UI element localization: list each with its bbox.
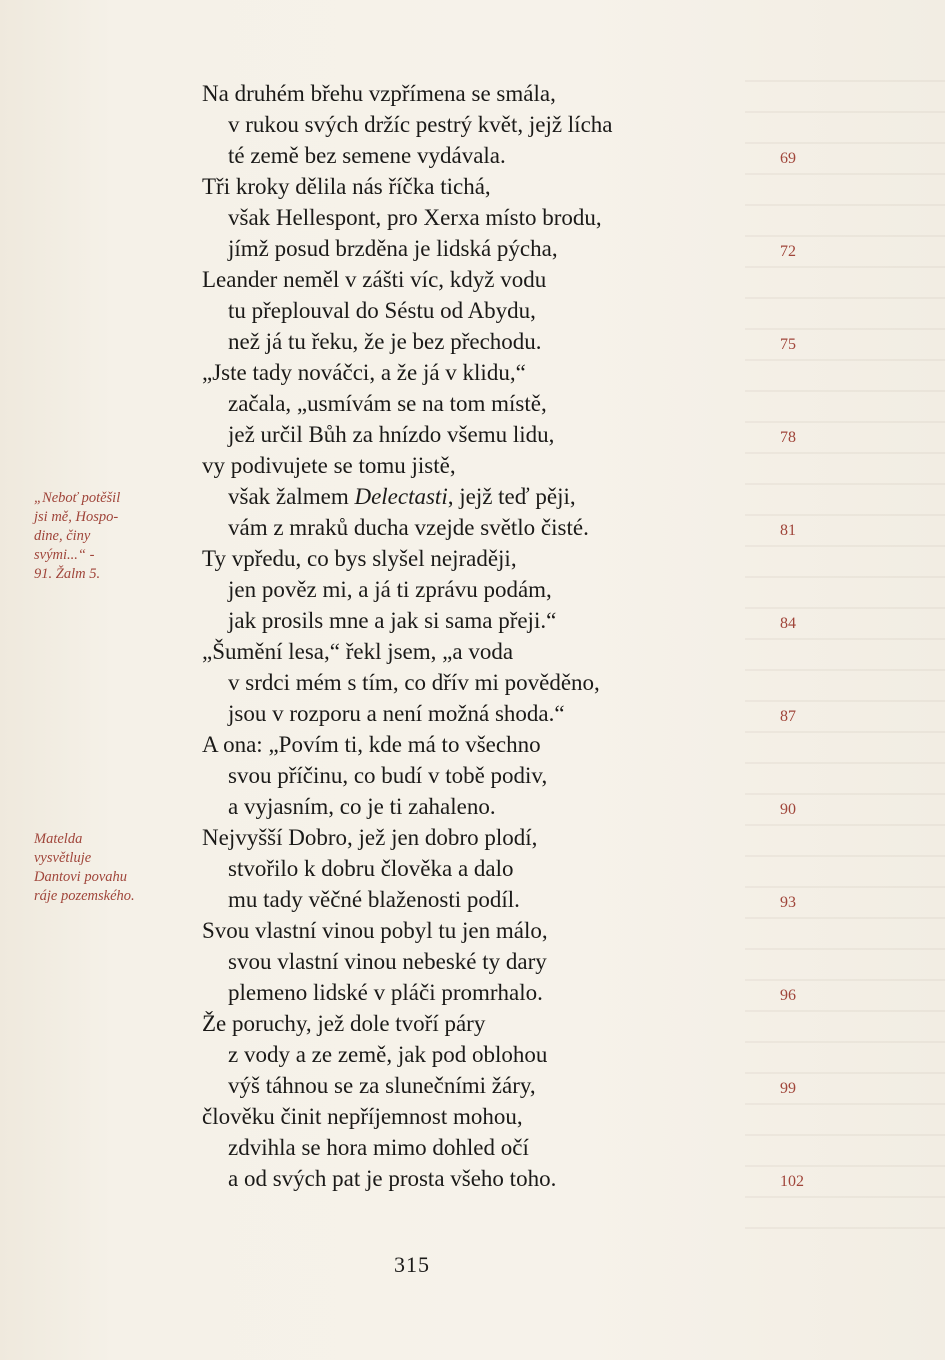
verse-line: Ty vpředu, co bys slyšel nejraději, [202, 546, 517, 571]
verse-number: 90 [780, 801, 796, 818]
verse-number: 75 [780, 336, 796, 353]
verse-number: 72 [780, 243, 796, 260]
verse-line: v srdci mém s tím, co dřív mi pověděno, [228, 670, 600, 695]
margin-note-line: dine, činy [34, 528, 91, 544]
verse-number: 96 [780, 987, 796, 1004]
verse-line: svou příčinu, co budí v tobě podiv, [228, 763, 548, 788]
verse-line: plemeno lidské v pláči promrhalo. [228, 980, 543, 1005]
verse-line: Leander neměl v zášti víc, když vodu [202, 267, 547, 292]
verse-number: 93 [780, 894, 796, 911]
verse-number: 84 [780, 615, 796, 632]
verse-line: výš táhnou se za slunečními žáry, [228, 1073, 536, 1098]
verse-number: 87 [780, 708, 796, 725]
verse-line: té země bez semene vydávala. [228, 143, 506, 168]
margin-note-line: Dantovi povahu [34, 869, 128, 885]
verse-line: jež určil Bůh za hnízdo všemu lidu, [228, 422, 555, 447]
verse-number: 69 [780, 150, 796, 167]
page-number: 315 [394, 1252, 430, 1277]
verse-line: mu tady věčné blaženosti podíl. [228, 887, 520, 912]
verse-line: v rukou svých držíc pestrý květ, jejž lícha [228, 112, 613, 137]
verse-line: tu přeplouval do Séstu od Abydu, [228, 298, 536, 323]
verse-line: Že poruchy, jež dole tvoří páry [202, 1011, 486, 1036]
verse-line: zdvihla se hora mimo dohled očí [228, 1135, 529, 1160]
margin-note [34, 489, 120, 584]
verse-line: „Jste tady nováčci, a že já v klidu,“ [202, 360, 526, 385]
verse-number: 99 [780, 1080, 796, 1097]
verse-line: jen pověz mi, a já ti zprávu podám, [228, 577, 552, 602]
verse-line: A ona: „Povím ti, kde má to všechno [202, 732, 541, 757]
verse-line: však Hellespont, pro Xerxa místo brodu, [228, 205, 602, 230]
margin-note-line: vysvětluje [34, 850, 92, 866]
verse-line: vy podivujete se tomu jistě, [202, 453, 456, 478]
verse-line: jsou v rozporu a není možná shoda.“ [228, 701, 565, 726]
verse-line: jak prosils mne a jak si sama přeji.“ [228, 608, 557, 633]
margin-note-line: ráje pozemského. [34, 888, 135, 904]
verse-line: a od svých pat je prosta všeho toho. [228, 1166, 557, 1191]
verse-number: 78 [780, 429, 796, 446]
verse-line: „Šumění lesa,“ řekl jsem, „a voda [202, 639, 514, 664]
verse-line: Na druhém břehu vzpřímena se smála, [202, 81, 556, 106]
verse-line: z vody a ze země, jak pod oblohou [228, 1042, 548, 1067]
verse-line: jímž posud brzděna je lidská pýcha, [228, 236, 558, 261]
verse-number: 102 [780, 1173, 804, 1190]
verse-number: 81 [780, 522, 796, 539]
verse-line: Svou vlastní vinou pobyl tu jen málo, [202, 918, 548, 943]
margin-note [34, 830, 135, 906]
margin-note-line: 91. Žalm 5. [34, 566, 101, 582]
show-through-texture [745, 80, 945, 1230]
margin-note-line: jsi mě, Hospo- [34, 509, 119, 525]
verse-line: vám z mraků ducha vzejde světlo čisté. [228, 515, 589, 540]
verse-line: Tři kroky dělila nás říčka tichá, [202, 174, 491, 199]
psalm-title: Delectasti [354, 484, 448, 509]
verse-line: však žalmem Delectasti, jejž teď pěji, [228, 484, 576, 509]
margin-note-line: svými...“ - [34, 547, 95, 563]
verse-line: stvořilo k dobru člověka a dalo [228, 856, 514, 881]
verse-line: a vyjasním, co je ti zahaleno. [228, 794, 496, 819]
margin-note-line: „Neboť potěšil [34, 490, 121, 506]
verse-line: než já tu řeku, že je bez přechodu. [228, 329, 542, 354]
verse-line: svou vlastní vinou nebeské ty dary [228, 949, 547, 974]
verse-line: člověku činit nepříjemnost mohou, [202, 1104, 523, 1129]
verse-line: začala, „usmívám se na tom místě, [228, 391, 547, 416]
verse-line: Nejvyšší Dobro, jež jen dobro plodí, [202, 825, 538, 850]
margin-note-line: Matelda [34, 831, 83, 847]
